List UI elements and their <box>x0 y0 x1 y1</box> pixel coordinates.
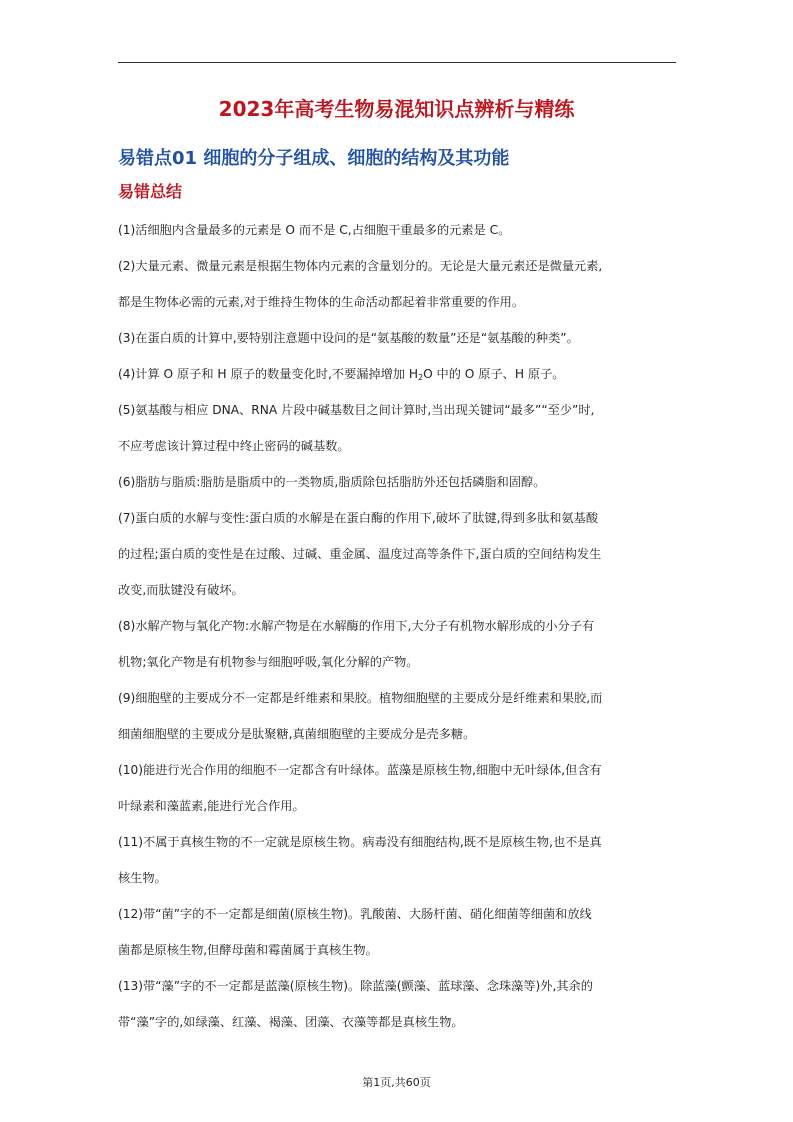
text-line: 机物;氧化产物是有机物参与细胞呼吸,氧化分解的产物。 <box>118 655 419 669</box>
paragraph <box>118 833 676 887</box>
paragraph <box>118 905 676 959</box>
paragraph <box>118 509 676 599</box>
paragraph <box>118 689 676 743</box>
text-line: 叶绿素和藻蓝素,能进行光合作用。 <box>118 799 305 813</box>
paragraph <box>118 977 676 1031</box>
text-line: (9)细胞壁的主要成分不一定都是纤维素和果胶。植物细胞壁的主要成分是纤维素和果胶,而 <box>118 691 603 705</box>
text-line: (3)在蛋白质的计算中,要特别注意题中设问的是“氨基酸的数量”还是“氨基酸的种类”。 <box>118 331 579 345</box>
text-line: (1)活细胞内含量最多的元素是 O 而不是 C,占细胞干重最多的元素是 C。 <box>118 223 511 237</box>
text-line: (2)大量元素、微量元素是根据生物体内元素的含量划分的。无论是大量元素还是微量元素, <box>118 259 603 273</box>
text-line: (10)能进行光合作用的细胞不一定都含有叶绿体。蓝藻是原核生物,细胞中无叶绿体,但含有 <box>118 763 602 777</box>
document-body <box>118 221 676 1031</box>
text-segment: O 中的 O 原子、H 原子。 <box>423 367 565 381</box>
paragraph <box>118 221 676 239</box>
paragraph <box>118 473 676 491</box>
paragraph <box>118 329 676 347</box>
text-line: 菌都是原核生物,但酵母菌和霉菌属于真核生物。 <box>118 943 378 957</box>
text-line: (12)带“菌”字的不一定都是细菌(原核生物)。乳酸菌、大肠杆菌、硝化细菌等细菌和放线 <box>118 907 592 921</box>
page-number: 第1页,共60页 <box>362 1076 431 1089</box>
text-segment: (4)计算 O 原子和 H 原子的数量变化时,不要漏掉增加 H <box>118 367 418 381</box>
text-line: 改变,而肽键没有破坏。 <box>118 583 244 597</box>
text-line: (11)不属于真核生物的不一定就是原核生物。病毒没有细胞结构,既不是原核生物,也不是真 <box>118 835 602 849</box>
paragraph <box>118 365 676 383</box>
section-heading: 易错点01 细胞的分子组成、细胞的结构及其功能 <box>118 148 510 169</box>
text-line: (13)带“藻”字的不一定都是蓝藻(原核生物)。除蓝藻(颤藻、蓝球藻、念珠藻等)外,其余的 <box>118 979 593 993</box>
text-line: 不应考虑该计算过程中终止密码的碱基数。 <box>118 439 350 453</box>
text-line: (6)脂肪与脂质:脂肪是脂质中的一类物质,脂质除包括脂肪外还包括磷脂和固醇。 <box>118 475 546 489</box>
text-line: (7)蛋白质的水解与变性:蛋白质的水解是在蛋白酶的作用下,破坏了肽键,得到多肽和氨基酸 <box>118 511 599 525</box>
text-line: 的过程;蛋白质的变性是在过酸、过碱、重金属、温度过高等条件下,蛋白质的空间结构发生 <box>118 547 602 561</box>
text-line: 带“藻”字的,如绿藻、红藻、褐藻、团藻、衣藻等都是真核生物。 <box>118 1015 464 1029</box>
text-line: (5)氨基酸与相应 DNA、RNA 片段中碱基数目之间计算时,当出现关键词“最多”“至少”时, <box>118 403 595 417</box>
subscript: 2 <box>418 373 424 382</box>
text-line: 细菌细胞壁的主要成分是肽聚糖,真菌细胞壁的主要成分是壳多糖。 <box>118 727 476 741</box>
paragraph <box>118 761 676 815</box>
paragraph <box>118 617 676 671</box>
text-line: 核生物。 <box>118 871 167 885</box>
text-line: (8)水解产物与氧化产物:水解产物是在水解酶的作用下,大分子有机物水解形成的小分子有 <box>118 619 595 633</box>
subsection-heading: 易错总结 <box>118 182 183 201</box>
text-line: 都是生物体必需的元素,对于维持生物体的生命活动都起着非常重要的作用。 <box>118 295 525 309</box>
header-rule <box>118 62 676 63</box>
paragraph <box>118 401 676 455</box>
paragraph <box>118 257 676 311</box>
text-line <box>118 365 676 383</box>
page-title: 2023年高考生物易混知识点辨析与精练 <box>218 97 575 121</box>
